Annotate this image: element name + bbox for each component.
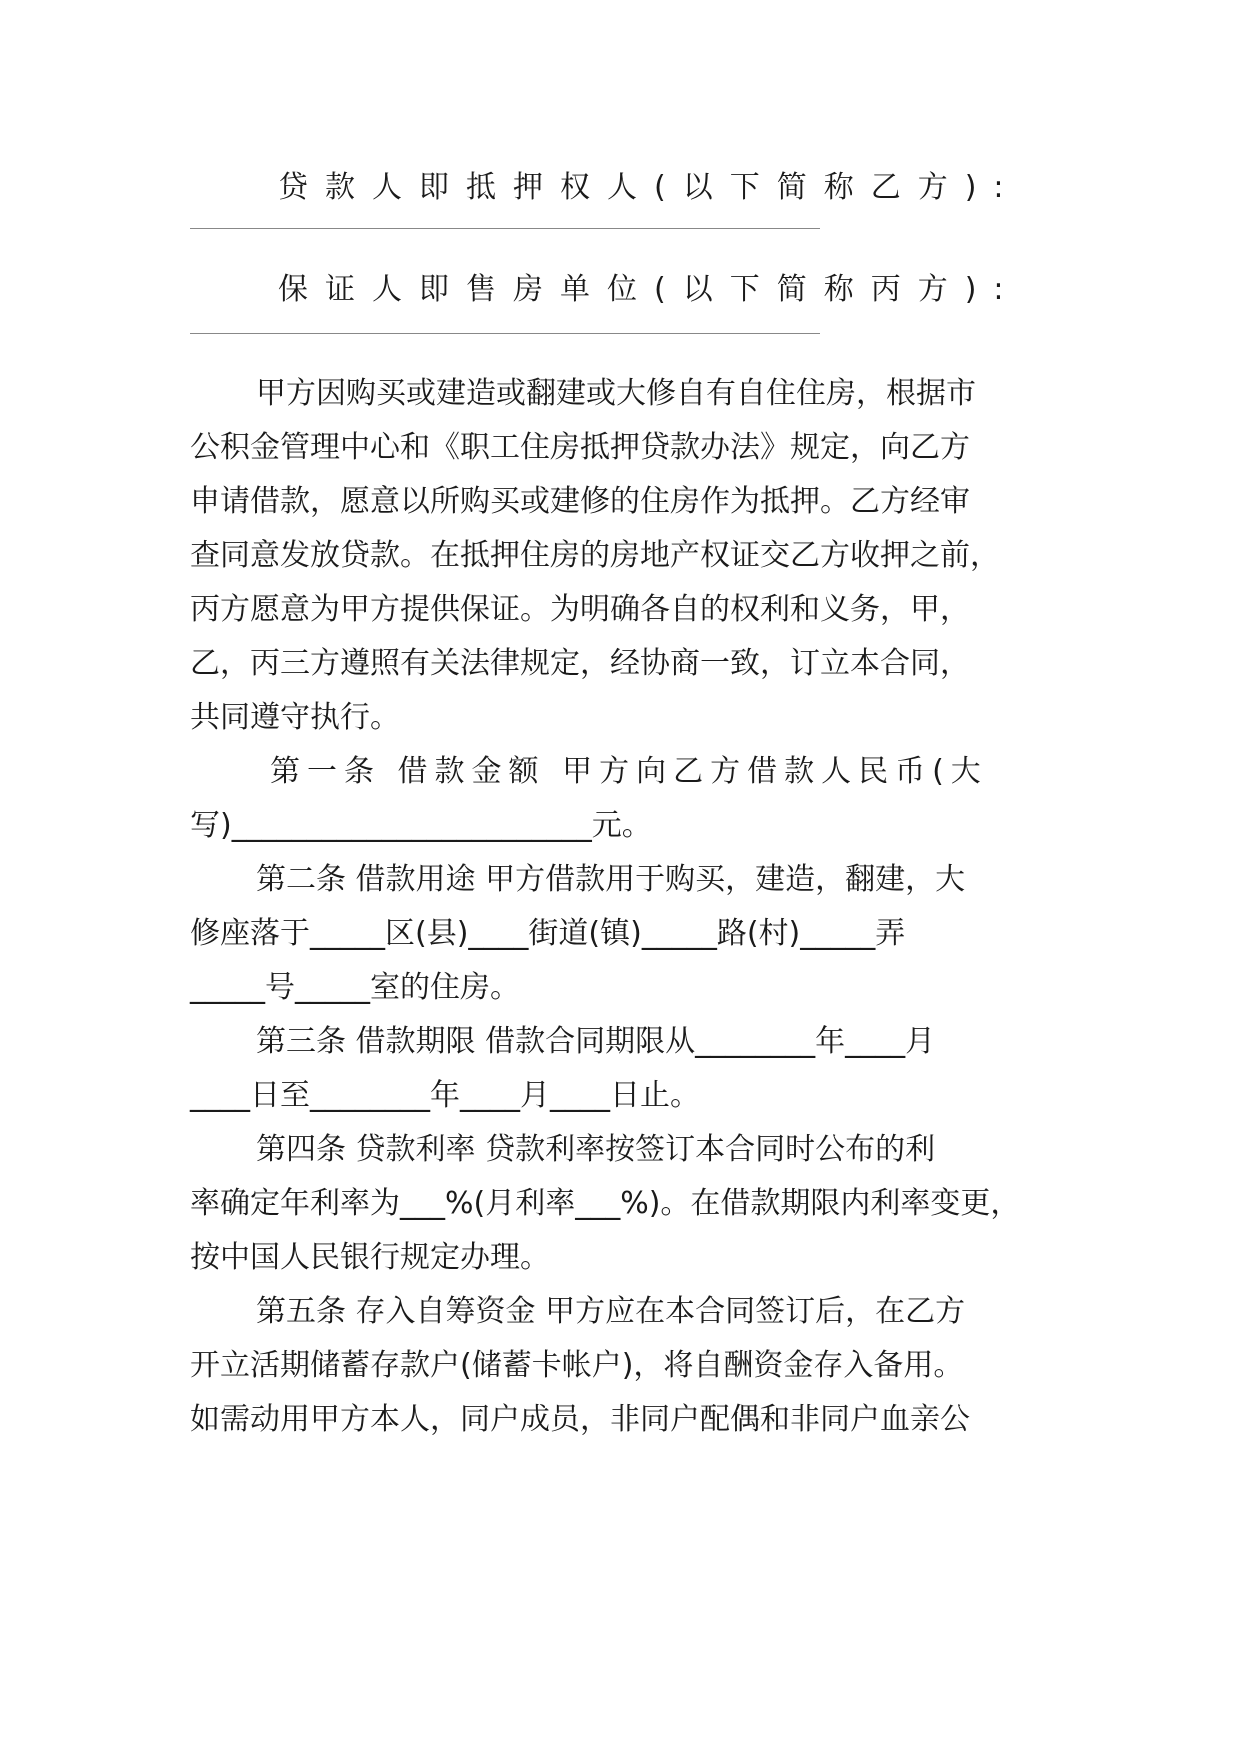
body-line: 丙方愿意为甲方提供保证。为明确各自的权利和义务，甲， (190, 592, 970, 627)
article-1-line: 写)________________________元。 (190, 808, 652, 843)
article-5-line: 开立活期储蓄存款户(储蓄卡帐户)，将自酬资金存入备用。 (190, 1348, 964, 1383)
lender-fill-line (190, 228, 820, 229)
body-line: 共同遵守执行。 (190, 700, 400, 735)
article-1-line: 第一条 借款金额 甲方向乙方借款人民币(大 (270, 754, 988, 789)
guarantor-line: 保证人即售房单位(以下简称丙方): (278, 272, 1021, 307)
article-2-line: 第二条 借款用途 甲方借款用于购买，建造，翻建，大 (256, 862, 966, 897)
article-5-line: 如需动用甲方本人，同户成员，非同户配偶和非同户血亲公 (190, 1402, 970, 1437)
article-2-line: _____号_____室的住房。 (190, 970, 520, 1005)
article-3-line: 第三条 借款期限 借款合同期限从________年____月 (256, 1024, 936, 1059)
article-5-line: 第五条 存入自筹资金 甲方应在本合同签订后，在乙方 (256, 1294, 966, 1329)
body-line: 公积金管理中心和《职工住房抵押贷款办法》规定，向乙方 (190, 430, 970, 465)
article-2-line: 修座落于_____区(县)____街道(镇)_____路(村)_____弄 (190, 916, 906, 951)
body-line: 查同意发放贷款。在抵押住房的房地产权证交乙方收押之前， (190, 538, 1000, 573)
guarantor-fill-line (190, 333, 820, 334)
body-line: 乙，丙三方遵照有关法律规定，经协商一致，订立本合同， (190, 646, 970, 681)
article-4-line: 按中国人民银行规定办理。 (190, 1240, 550, 1275)
article-3-line: ____日至________年____月____日止。 (190, 1078, 700, 1113)
body-line: 申请借款，愿意以所购买或建修的住房作为抵押。乙方经审 (190, 484, 970, 519)
lender-line: 贷款人即抵押权人(以下简称乙方): (278, 170, 1021, 205)
article-4-line: 率确定年利率为___%(月利率___%)。在借款期限内利率变更， (190, 1186, 1021, 1221)
body-line: 甲方因购买或建造或翻建或大修自有自住住房，根据市 (256, 376, 976, 411)
article-4-line: 第四条 贷款利率 贷款利率按签订本合同时公布的利 (256, 1132, 936, 1167)
